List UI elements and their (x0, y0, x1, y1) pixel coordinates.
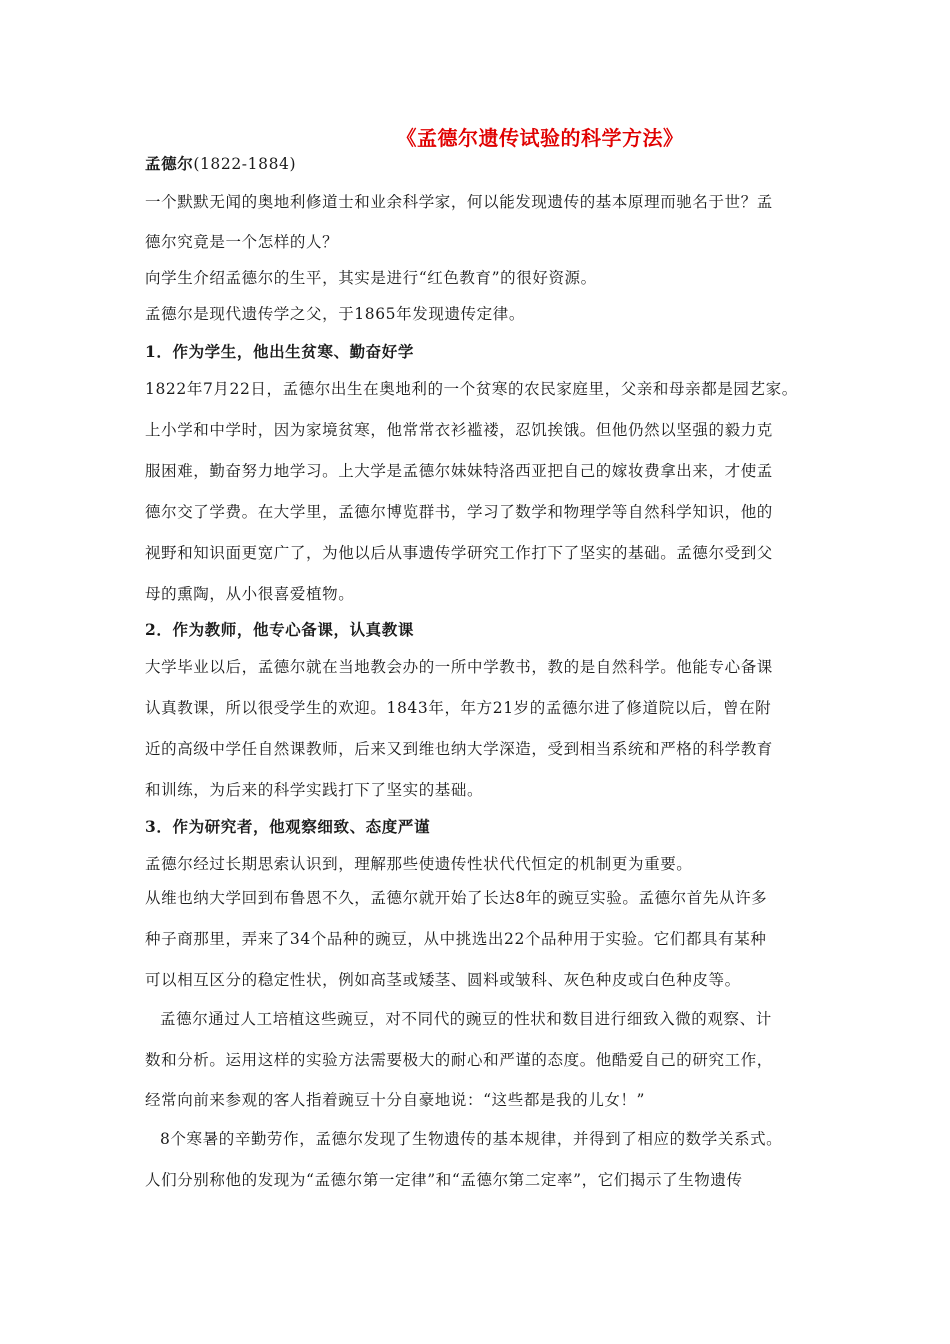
paragraph-line: 一个默默无闻的奥地利修道士和业余科学家，何以能发现遗传的基本原理而驰名于世？孟 (145, 193, 773, 211)
section-heading: 2．作为教师，他专心备课，认真教课 (145, 620, 414, 639)
paragraph-line: 人们分别称他的发现为“孟德尔第一定律”和“孟德尔第二定率”，它们揭示了生物遗传 (145, 1171, 743, 1189)
paragraph-line: 和训练，为后来的科学实践打下了坚实的基础。 (145, 781, 484, 799)
paragraph-line: 8个寒暑的辛勤劳作，孟德尔发现了生物遗传的基本规律，并得到了相应的数学关系式。 (160, 1130, 783, 1148)
section-heading: 3．作为研究者，他观察细致、态度严谨 (145, 817, 431, 836)
paragraph-line: 经常向前来参观的客人指着豌豆十分自豪地说：“这些都是我的儿女！” (145, 1091, 646, 1109)
paragraph-line: 种子商那里，弄来了34个品种的豌豆，从中挑选出22个品种用于实验。它们都具有某种 (145, 930, 767, 948)
author-line (145, 152, 815, 174)
document-title: 《孟德尔遗传试验的科学方法》 (396, 126, 684, 150)
paragraph-line: 可以相互区分的稳定性状，例如高茎或矮茎、圆料或皱科、灰色种皮或白色种皮等。 (145, 971, 741, 989)
paragraph-line: 认真教课，所以很受学生的欢迎。1843年，年方21岁的孟德尔进了修道院以后，曾在附 (145, 699, 772, 717)
paragraph-line: 1822年7月22日，孟德尔出生在奥地利的一个贫寒的农民家庭里，父亲和母亲都是园艺家。 (145, 380, 798, 398)
paragraph-line: 大学毕业以后，孟德尔就在当地教会办的一所中学教书，教的是自然科学。他能专心备课 (145, 658, 773, 676)
paragraph-line: 从维也纳大学回到布鲁恩不久，孟德尔就开始了长达8年的豌豆实验。孟德尔首先从许多 (145, 889, 768, 907)
paragraph-line: 德尔究竟是一个怎样的人？ (145, 233, 339, 251)
paragraph-line: 数和分析。运用这样的实验方法需要极大的耐心和严谨的态度。他酷爱自己的研究工作， (145, 1051, 773, 1069)
paragraph-line: 向学生介绍孟德尔的生平，其实是进行“红色教育”的很好资源。 (145, 269, 597, 287)
paragraph-line: 服困难，勤奋努力地学习。上大学是孟德尔妹妹特洛西亚把自己的嫁妆费拿出来，才使孟 (145, 462, 773, 480)
paragraph-line: 母的熏陶，从小很喜爱植物。 (145, 585, 355, 603)
paragraph-line: 孟德尔经过长期思索认识到，理解那些使遗传性状代代恒定的机制更为重要。 (145, 855, 693, 873)
paragraph-line: 德尔交了学费。在大学里，孟德尔博览群书，学习了数学和物理学等自然科学知识，他的 (145, 503, 773, 521)
paragraph-line: 近的高级中学任自然课教师，后来又到维也纳大学深造，受到相当系统和严格的科学教育 (145, 740, 773, 758)
paragraph-line: 孟德尔是现代遗传学之父，于1865年发现遗传定律。 (145, 305, 525, 323)
section-heading: 1．作为学生，他出生贫寒、勤奋好学 (145, 342, 414, 361)
author-years: (1822-1884) (193, 155, 297, 173)
author-name: 孟德尔 (145, 154, 194, 173)
paragraph-line: 视野和知识面更宽广了，为他以后从事遗传学研究工作打下了坚实的基础。孟德尔受到父 (145, 544, 773, 562)
paragraph-line: 上小学和中学时，因为家境贫寒，他常常衣衫褴褛，忍饥挨饿。但他仍然以坚强的毅力克 (145, 421, 773, 439)
paragraph-line: 孟德尔通过人工培植这些豌豆，对不同代的豌豆的性状和数目进行细致入微的观察、计 (160, 1010, 772, 1028)
